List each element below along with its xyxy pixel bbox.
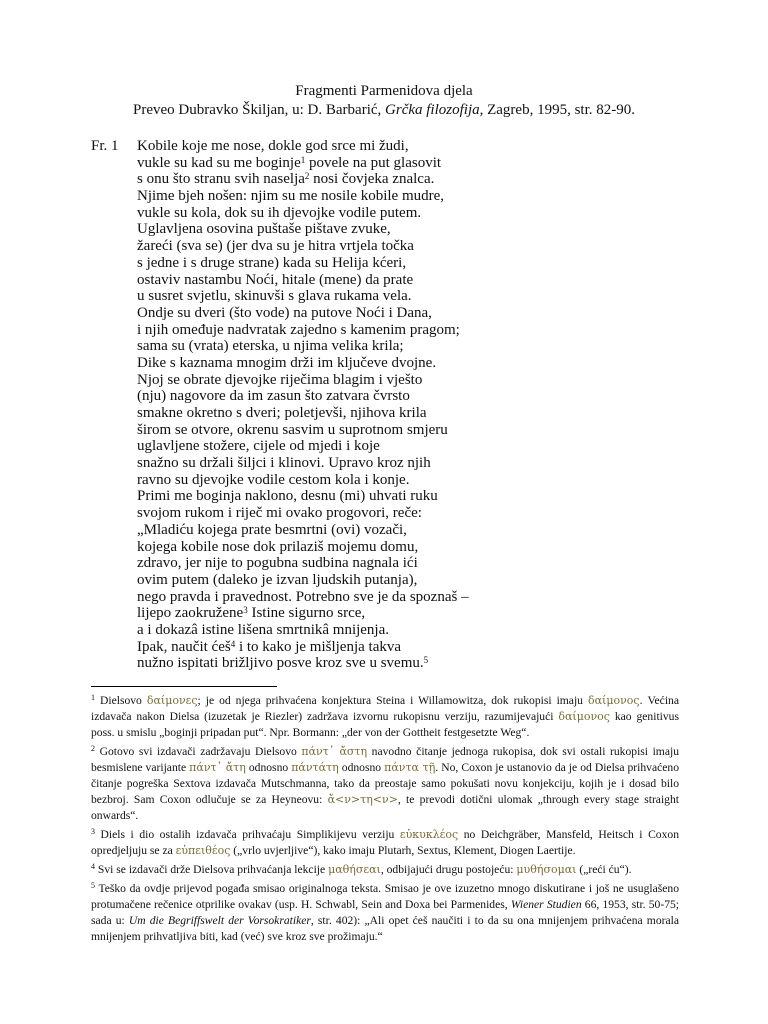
- footnote-ref[interactable]: 2: [304, 171, 310, 182]
- footnote-text: Svi se izdavači drže Dielsova prihvaćanja lekcije: [95, 863, 329, 876]
- line-text: lijepo zaokružene: [137, 605, 244, 622]
- line-text: Dike s kaznama mnogim drži im ključeve dvojne.: [137, 354, 437, 371]
- poem-line: [137, 388, 697, 405]
- poem-line: [137, 238, 697, 255]
- line-text: i to kako je mišljenja takva: [235, 638, 402, 655]
- footnote-number: 5: [91, 881, 95, 890]
- footnote-text: , odbijajući drugu postojeću:: [380, 863, 517, 876]
- poem-line: [137, 655, 697, 672]
- footnote-number: 1: [91, 693, 95, 702]
- line-text: vukle su kola, dok su ih djevojke vodile putem.: [137, 204, 422, 221]
- poem-line: [137, 171, 697, 188]
- footnote-ref[interactable]: 5: [423, 655, 429, 666]
- footnote-text: („reći ću“).: [576, 863, 632, 876]
- poem-line: [137, 322, 697, 339]
- line-text: snažno su držali šiljci i klinovi. Upravo kroz njih: [137, 455, 431, 472]
- poem-line: [137, 555, 697, 572]
- line-text: sama su (vrata) eterska, u njima velika krila;: [137, 338, 404, 355]
- line-text: Uglavljena osovina puštaše pištave zvuke,: [137, 221, 391, 238]
- footnote-4: [91, 862, 679, 878]
- poem-line: [137, 221, 697, 238]
- footnote-text: , te prevodi dotični ulomak „through every stage straight onwards“.: [91, 793, 679, 822]
- poem-line: [137, 605, 697, 622]
- line-text: s jedne i s druge strane) kada su Helija kćeri,: [137, 254, 407, 271]
- footnote-ref[interactable]: 1: [300, 154, 306, 165]
- line-text: Kobile koje me nose, dokle god srce mi žudi,: [137, 138, 409, 154]
- line-text: Njime bjeh nošen: njim su me nosile kobile mudre,: [137, 188, 445, 205]
- fragment-poem: [137, 138, 697, 672]
- poem-line: [137, 589, 697, 606]
- poem-line: [137, 505, 697, 522]
- greek-term: εὐκυκλέος: [399, 828, 459, 841]
- footnote-text: kao genitivus poss. u smislu „boginji pripadan put“. Npr. Bormann: „der von der Gottheit festgesetzte Weg“.: [91, 710, 679, 739]
- line-text: nosi čovjeka znalca.: [309, 171, 435, 188]
- footnote-number: 3: [91, 827, 95, 836]
- poem-line: [137, 488, 697, 505]
- footnote-ref[interactable]: 3: [243, 605, 248, 616]
- footnote-text: , str. 402): „Ali opet ćeš naučiti i to da su ona mnijenjem prihvaćena morala mnijenjem prihvatljiva biti, kad (već) sve kroz sve prožimaju.“: [91, 914, 679, 943]
- greek-term: δαίμονος: [587, 694, 640, 707]
- line-text: Primi me boginja naklono, desnu (mi) uhvati ruku: [137, 488, 438, 505]
- line-text: vukle su kad su me boginje: [137, 154, 301, 171]
- greek-term: εὐπειθέος: [175, 844, 231, 857]
- footnote-text: 66, 1953, str. 50-75; sada u:: [91, 898, 680, 927]
- poem-line: [137, 305, 697, 322]
- greek-term: μυθήσομαι: [516, 863, 577, 876]
- line-text: ravno su djevojke vodile cestom kola i konje.: [137, 471, 410, 488]
- poem-line: [137, 188, 697, 205]
- line-text: i njih omeđuje nadvratak zajedno s kamenim pragom;: [137, 321, 460, 338]
- page-subtitle: [0, 102, 768, 119]
- line-text: ovim putem (daleko je izvan ljudskih putanja),: [137, 571, 418, 588]
- poem-line: [137, 205, 697, 222]
- footnote-number: 4: [91, 862, 95, 871]
- subtitle-suffix: , Zagreb, 1995, str. 82-90.: [479, 102, 635, 118]
- line-text: „Mladiću kojega prate besmrtni (ovi) vozači,: [137, 521, 407, 538]
- poem-line: [137, 539, 697, 556]
- line-text: žareći (sva se) (jer dva su je hitra vrtjela točka: [137, 238, 414, 255]
- poem-line: [137, 405, 697, 422]
- line-text: ostaviv nastambu Noći, hitale (mene) da prate: [137, 271, 414, 288]
- subtitle-book-title: Grčka filozofija: [385, 102, 480, 118]
- footnote-text: Teško da ovdje prijevod pogađa smisao originalnoga teksta. Smisao je ove izuzetno mnogo diskutirane i još ne usuglašeno protumačene rečenice otprilike ovakav (usp. H. Schwabl, Sein and Doxa bei Parmenides,: [91, 882, 679, 911]
- footnote-text: . Većina izdavača nakon Dielsa (izuzetak je Riezler) zadržava izvornu rukopisnu verziju, razumijevajući: [91, 694, 679, 723]
- footnote-1: [91, 693, 679, 741]
- footnote-ref[interactable]: 4: [230, 638, 236, 649]
- poem-line: [137, 438, 697, 455]
- footnote-separator: [91, 686, 277, 687]
- line-text: Istine sigurno srce,: [247, 605, 366, 622]
- footnote-number: 2: [91, 744, 95, 753]
- page-title: Fragmenti Parmenidova djela: [295, 83, 473, 99]
- poem-line: [137, 338, 697, 355]
- poem-line: [137, 355, 697, 372]
- line-text: u susret svjetlu, skinuvši s glava rukama vela.: [137, 288, 412, 305]
- poem-line: [137, 522, 697, 539]
- line-text: s onu što stranu svih naselja: [137, 171, 305, 188]
- poem-line: [137, 572, 697, 589]
- line-text: uglavljene stožere, cijele od mjedi i koje: [137, 438, 380, 455]
- footnote-text: navodno čitanje jednoga rukopisa, dok svi ostali rukopisi imaju besmislene varijante: [91, 745, 679, 774]
- greek-term: πάντάτη: [291, 761, 339, 774]
- line-text: Ondje su dveri (što vode) na putove Noći i Dana,: [137, 304, 432, 321]
- poem-line: [137, 639, 697, 656]
- footnotes: [91, 693, 679, 945]
- footnote-2: [91, 744, 679, 824]
- fragment-label: Fr. 1: [91, 138, 119, 154]
- greek-term: ἄ<ν>τη<ν>: [327, 793, 398, 806]
- greek-term: πάντ᾽ ἄστη: [301, 745, 368, 758]
- journal-title: Wiener Studien: [510, 898, 582, 911]
- footnote-text: Diels i dio ostalih izdavača prihvaćaju Simplikijevu verziju: [95, 828, 400, 841]
- poem-line: [137, 138, 697, 155]
- poem-line: [137, 422, 697, 439]
- greek-term: δαίμονος: [558, 710, 610, 723]
- subtitle-prefix: Preveo Dubravko Škiljan, u: D. Barbarić,: [133, 102, 386, 118]
- line-text: širom se otvore, okrenu sasvim u suprotnom smjeru: [137, 421, 448, 438]
- line-text: smakne okretno s dveri; poletjevši, njihova krila: [137, 405, 427, 421]
- footnote-text: Dielsovo: [95, 694, 147, 707]
- greek-term: δαίμονες: [146, 694, 198, 707]
- line-text: kojega kobile nose dok prilaziš mojemu domu,: [137, 538, 419, 555]
- footnote-text: odnosno: [338, 761, 385, 774]
- line-text: (nju) nagovore da im zasun što zatvara čvrsto: [137, 388, 410, 405]
- line-text: zdravo, jer nije to pogubna sudbina nagnala ići: [137, 555, 418, 572]
- footnote-text: Gotovo svi izdavači zadržavaju Dielsovo: [95, 745, 302, 758]
- line-text: Ipak, naučit ćeš: [137, 638, 231, 655]
- poem-line: [137, 622, 697, 639]
- line-text: a i dokazâ istine lišena smrtnikâ mnijenja.: [137, 621, 390, 638]
- line-text: nego pravda i pravednost. Potrebno sve je da spoznaš –: [137, 588, 469, 605]
- book-title: Um die Begriffswelt der Vorsokratiker: [128, 914, 311, 927]
- poem-line: [137, 472, 697, 489]
- line-text: Njoj se obrate djevojke riječima blagim i vješto: [137, 371, 423, 388]
- poem-line: [137, 372, 697, 389]
- line-text: povele na put glasovit: [305, 154, 442, 171]
- poem-line: [137, 288, 697, 305]
- footnote-text: ; je od njega prihvaćena konjektura Steina i Willamowitza, dok rukopisi imaju: [197, 694, 588, 707]
- poem-line: [137, 255, 697, 272]
- line-text: svojom rukom i riječ mi ovako progovori, reče:: [137, 505, 422, 522]
- poem-line: [137, 272, 697, 289]
- greek-term: πάντα τῇ: [384, 761, 436, 774]
- footnote-3: [91, 827, 679, 859]
- footnote-text: odnosno: [245, 761, 292, 774]
- line-text: nužno ispitati brižljivo posve kroz sve u svemu.: [137, 655, 424, 672]
- poem-line: [137, 455, 697, 472]
- footnote-5: [91, 881, 679, 945]
- greek-term: μαθήσεαι: [328, 863, 381, 876]
- greek-term: πάντ᾽ ἄτη: [189, 761, 246, 774]
- poem-line: [137, 155, 697, 172]
- footnote-text: („vrlo uvjerljive“), kako imaju Plutarh, Sextus, Klement, Diogen Laertije.: [230, 844, 576, 857]
- footnote-text: no Deichgräber, Mansfeld, Heitsch i Coxon opredjeljuju se za: [91, 828, 679, 857]
- footnote-text: . No, Coxon je ustanovio da je od Dielsa prihvaćeno čitanje pogreška Sextova izdavača Mutschmanna, tako da preostaje samo pokušati novu konjekciju, kojih je i dosad bilo bezbroj. Sam Coxon odlučuje se za Heyneovu:: [91, 761, 680, 806]
